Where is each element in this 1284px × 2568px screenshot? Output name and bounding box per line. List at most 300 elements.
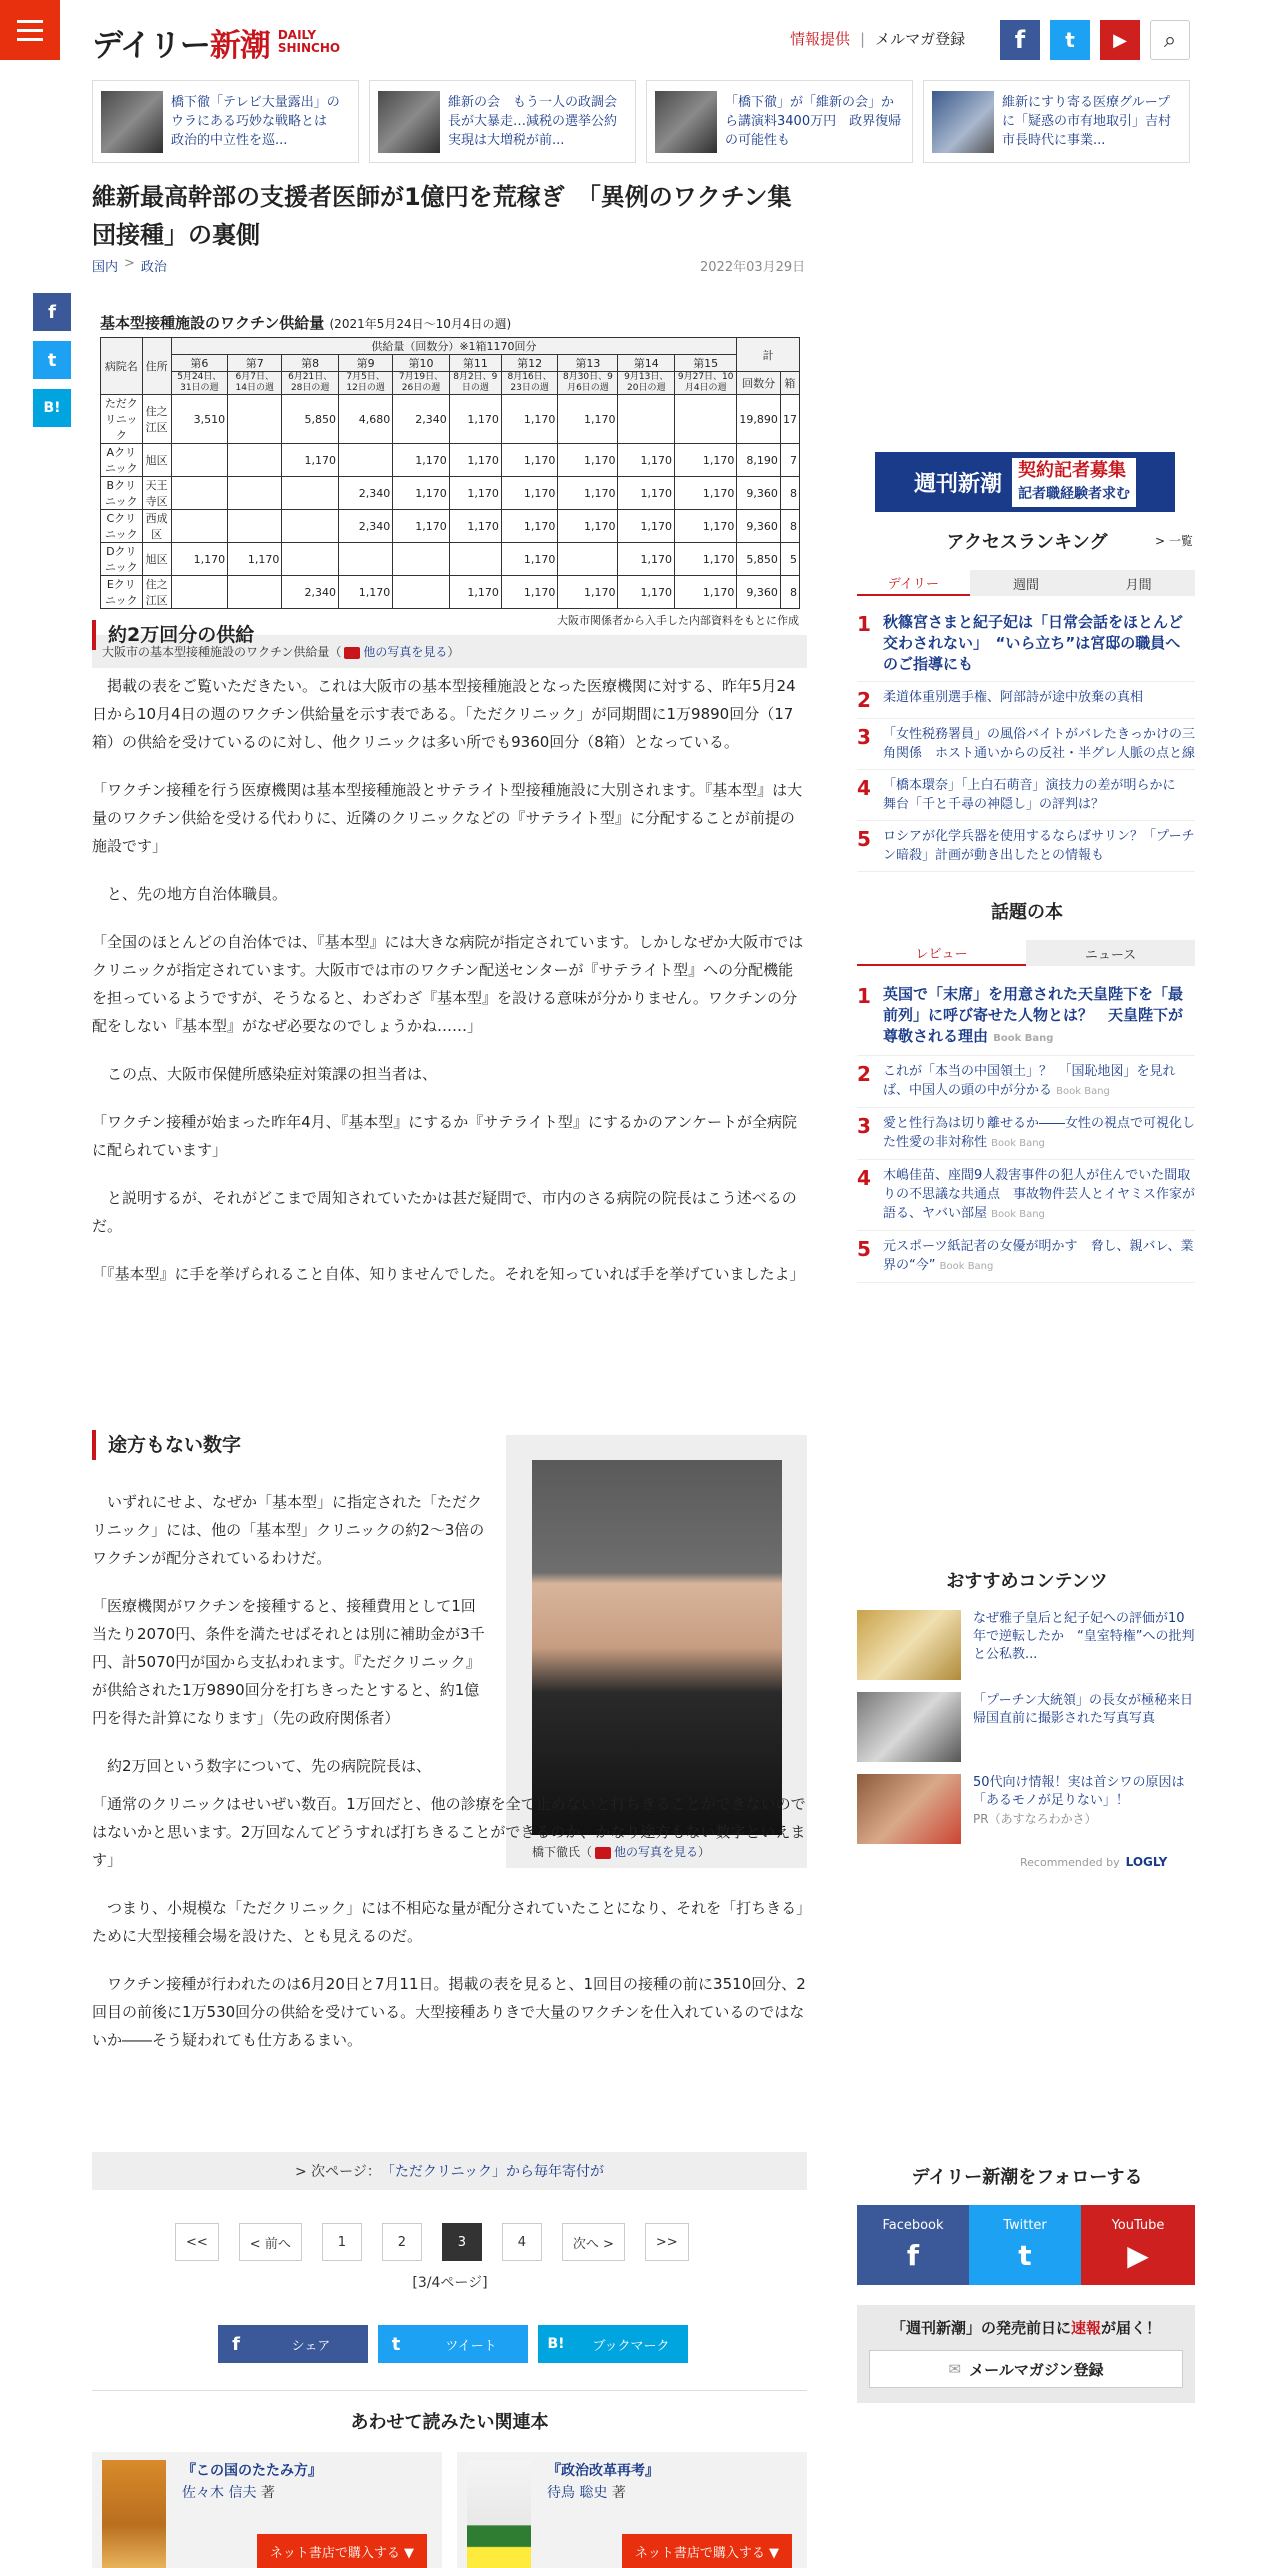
week-header: 第7 — [228, 355, 282, 372]
strip-text: 維新にすり寄る医療グループに「疑惑の市有地取引」吉村市長時代に事業... — [1002, 94, 1172, 148]
newsletter-box — [857, 2305, 1195, 2403]
book-rank-number: 2 — [857, 1062, 871, 1086]
logo-en-1: DAILY — [277, 28, 317, 42]
last-page-button[interactable]: >> — [645, 2223, 689, 2261]
newsletter-signup-button[interactable] — [869, 2350, 1183, 2388]
next-page-title: 「ただクリニック」から毎年寄付が — [380, 2164, 605, 2180]
strip-item[interactable] — [92, 80, 359, 163]
tweet-button[interactable] — [378, 2325, 528, 2363]
book-item-text — [883, 1114, 1195, 1153]
tab-review[interactable]: レビュー — [857, 940, 1026, 966]
book-author — [547, 2482, 626, 2502]
table-cell: 1,170 — [393, 444, 450, 477]
col-supply: 供給量（回数分）※1箱1170回分 — [171, 338, 737, 355]
table-cell: 1,170 — [501, 510, 558, 543]
newsletter-signup-label: メールマガジン登録 — [969, 2360, 1104, 2379]
week-date-header: 8月16日、23日の週 — [501, 372, 558, 395]
table-row — [101, 444, 800, 477]
table-cell: 住之江区 — [142, 576, 171, 609]
table-cell: 1,170 — [618, 543, 675, 576]
week-header: 第12 — [501, 355, 558, 372]
paragraph: 「ワクチン接種を行う医療機関は基本型接種施設とサテライト型接種施設に大別されます。『基本型』は大量のワクチン供給を受ける代わりに、近隣のクリニックなどの『サテライト型』に分配することが前提の施設です」 — [92, 781, 803, 855]
books-tabs — [857, 940, 1195, 966]
tab-news[interactable]: ニュース — [1026, 940, 1195, 966]
book-item[interactable] — [857, 1231, 1195, 1283]
week-header: 第10 — [393, 355, 450, 372]
col-address: 住所 — [142, 338, 171, 395]
recommend-pr: PR（あすなろわかさ） — [973, 1812, 1097, 1826]
next-page-button[interactable]: 次へ > — [562, 2223, 625, 2261]
facebook-share-icon[interactable]: f — [33, 293, 71, 331]
table-cell — [282, 543, 339, 576]
rank-number: 3 — [857, 725, 871, 749]
table-cell: 1,170 — [501, 576, 558, 609]
table-cell: 2,340 — [338, 510, 392, 543]
book-item-text — [883, 1166, 1195, 1224]
twitter-share-icon[interactable]: t — [33, 341, 71, 379]
book-item-source: Book Bang — [993, 1033, 1054, 1044]
site-logo[interactable] — [92, 22, 340, 62]
book-item[interactable] — [857, 1056, 1195, 1108]
paragraph: つまり、小規模な「ただクリニック」には不相応な量が配分されていたことになり、それを「打ちきる」ために大型接種会場を設けた、とも見えるのだ。 — [92, 1899, 804, 1945]
table-row — [101, 510, 800, 543]
logo-text-a: デイリー — [92, 27, 210, 64]
table-cell: 5 — [780, 543, 799, 576]
page-status: [3/4ページ] — [412, 2275, 488, 2291]
book-item[interactable] — [857, 1160, 1195, 1231]
table-cell: 9,360 — [737, 576, 781, 609]
search-icon[interactable]: ⌕ — [1150, 20, 1190, 60]
more-photos-link[interactable]: 他の写真を見る — [363, 645, 448, 659]
table-cell — [282, 477, 339, 510]
buy-book-button[interactable]: ネット書店で購入する ▼ — [257, 2534, 427, 2568]
follow-youtube-button[interactable] — [1081, 2205, 1195, 2285]
recommend-list — [857, 1610, 1206, 1856]
col-doses: 回数分 — [737, 372, 781, 395]
week-date-header: 5月24日、31日の週 — [171, 372, 228, 395]
table-cell: 1,170 — [618, 576, 675, 609]
logly-brand: LOGLY — [1125, 1855, 1168, 1869]
ranking-item[interactable] — [857, 770, 1195, 821]
table-cell: 1,170 — [501, 477, 558, 510]
bookmark-label: ブックマーク — [592, 2338, 670, 2354]
table-cell — [228, 510, 282, 543]
breadcrumb-politics[interactable]: 政治 — [140, 260, 167, 275]
facebook-icon[interactable]: f — [1000, 20, 1040, 60]
week-date-header: 7月19日、26日の週 — [393, 372, 450, 395]
rank-number: 5 — [857, 827, 871, 851]
follow-twitter-label: Twitter — [1003, 2218, 1047, 2233]
section-heading: 約2万回分の供給 — [92, 620, 807, 650]
book-item-title: 愛と性行為は切り離せるか――女性の視点で可視化した性愛の非対称性 — [883, 1116, 1196, 1150]
table-cell: 1,170 — [675, 510, 737, 543]
books-list — [857, 978, 1195, 1283]
newsletter-text — [869, 2317, 1183, 2338]
twitter-icon: t — [1018, 2239, 1032, 2272]
paragraph: いずれにせよ、なぜか「基本型」に指定された「ただクリニック」には、他の「基本型」クリニックの約2～3倍のワクチンが配分されているわけだ。 — [92, 1493, 485, 1567]
table-cell — [282, 510, 339, 543]
strip-item[interactable] — [369, 80, 636, 163]
table-cell: 1,170 — [449, 395, 501, 444]
table-cell: 1,170 — [675, 576, 737, 609]
week-header: 第8 — [282, 355, 339, 372]
first-page-button[interactable]: << — [175, 2223, 219, 2261]
book-item-title: 木嶋佳苗、座間9人殺害事件の犯人が住んでいた間取りの不思議な共通点 事故物件芸人とイヤミス作家が語る、ヤバい部屋 — [883, 1168, 1196, 1221]
book-item-text — [883, 984, 1195, 1049]
related-book-card[interactable] — [92, 2452, 442, 2568]
divider — [92, 2390, 807, 2391]
book-item-text — [883, 1062, 1195, 1101]
top-nav — [790, 28, 965, 49]
paragraph: 「ワクチン接種が始まった昨年4月、『基本型』にするか『サテライト型』にするかのアンケートが全病院に配られています」 — [92, 1113, 797, 1159]
recruit-ad-banner[interactable] — [875, 452, 1175, 512]
table-cell — [338, 543, 392, 576]
mail-icon: ✉ — [948, 2360, 962, 2378]
tab-weekly[interactable]: 週間 — [970, 570, 1083, 596]
table-cell: 1,170 — [393, 477, 450, 510]
ad-brand: 週刊新潮 — [913, 471, 1002, 497]
table-cell: Eクリニック — [101, 576, 143, 609]
tweet-label: ツイート — [445, 2338, 497, 2354]
book-title: 『この国のたたみ方』 — [182, 2463, 322, 2479]
table-row — [101, 543, 800, 576]
recommend-thumbnail — [857, 1692, 961, 1762]
table-cell — [338, 444, 392, 477]
table-cell: 1,170 — [675, 543, 737, 576]
table-cell: 1,170 — [618, 444, 675, 477]
week-date-header: 9月27日、10月4日の週 — [675, 372, 737, 395]
table-cell — [171, 444, 228, 477]
ranking-list — [857, 606, 1195, 872]
article-date: 2022年03月29日 — [700, 260, 806, 275]
table-cell — [393, 576, 450, 609]
strip-text: 維新の会 もう一人の政調会長が大暴走…減税の選挙公約実現は大増税が前... — [448, 94, 618, 148]
facebook-share-label: シェア — [291, 2338, 331, 2354]
book-item[interactable] — [857, 1108, 1195, 1160]
rank-number: 1 — [857, 612, 871, 636]
twitter-icon: t — [391, 2333, 401, 2355]
table-cell: 1,170 — [558, 444, 618, 477]
paragraph: と、先の地方自治体職員。 — [92, 885, 288, 903]
book-cover — [467, 2460, 531, 2568]
newsletter-highlight: 速報 — [1070, 2319, 1101, 2337]
hashimoto-photo[interactable] — [532, 1460, 782, 1835]
table-cell — [228, 576, 282, 609]
follow-title: デイリー新潮をフォローする — [911, 2167, 1143, 2188]
table-cell: 5,850 — [282, 395, 339, 444]
table-cell: 1,170 — [171, 543, 228, 576]
table-cell — [393, 543, 450, 576]
breadcrumb-domestic[interactable]: 国内 — [92, 260, 119, 275]
menu-button[interactable] — [0, 0, 60, 60]
paragraph: 「『基本型』に手を挙げられること自体、知りませんでした。それを知っていれば手を挙げていましたよ」 — [92, 1265, 805, 1283]
table-cell: 7 — [780, 444, 799, 477]
table-cell — [228, 444, 282, 477]
ranking-item[interactable] — [857, 682, 1195, 719]
table-source: 大阪市関係者から入手した内部資料をもとに作成 — [557, 614, 799, 627]
recommend-thumbnail — [857, 1774, 961, 1844]
table-row — [101, 477, 800, 510]
table-cell — [618, 395, 675, 444]
breadcrumb — [92, 256, 167, 275]
vaccine-table-figure — [92, 308, 807, 668]
rank-number: 4 — [857, 776, 871, 800]
related-strip — [92, 80, 1192, 163]
facebook-icon: f — [906, 2239, 920, 2272]
table-cell: 1,170 — [501, 395, 558, 444]
rank-number: 2 — [857, 688, 871, 712]
recommend-item[interactable] — [857, 1774, 1195, 1844]
table-cell: Dクリニック — [101, 543, 143, 576]
follow-buttons — [857, 2205, 1195, 2285]
rank-title: 「橋本環奈」「上白石萌音」演技力の差が明らかに 舞台「千と千尋の神隠し」の評判は？ — [883, 778, 1189, 812]
facebook-icon: f — [232, 2333, 240, 2355]
tab-monthly[interactable]: 月間 — [1082, 570, 1195, 596]
table-cell: 1,170 — [558, 477, 618, 510]
table-cell: 9,360 — [737, 477, 781, 510]
table-cell: 9,360 — [737, 510, 781, 543]
logo-text-b: 新潮 — [209, 27, 270, 64]
book-item-text — [883, 1237, 1195, 1276]
caption-end: ） — [447, 645, 460, 659]
page-4-button[interactable]: 4 — [502, 2223, 542, 2261]
article-title: 維新最高幹部の支援者医師が1億円を荒稼ぎ 「異例のワクチン集団接種」の裏側 — [92, 183, 792, 249]
paragraph: ワクチン接種が行われたのは6月20日と7月11日。掲載の表を見ると、1回目の接種の前に3510回分、2回目の前後に1万530回分の供給を受けている。大型接種ありきで大量のワクチンを仕入れているのではないか――そう疑われても仕方あるまい。 — [92, 1975, 806, 2049]
book-item-title: 元スポーツ紙記者の女優が明かす 脅し、親バレ、業界の“今” — [883, 1239, 1194, 1273]
book-item-source: Book Bang — [991, 1138, 1045, 1149]
table-cell: 2,340 — [282, 576, 339, 609]
hatena-bookmark-icon[interactable]: B! — [33, 389, 71, 427]
rank-title: 秋篠宮さまと紀子妃は「日常会話をほとんど交わされない」 “いら立ち”は宮邸の職員へのご指導にも — [883, 613, 1184, 673]
ranking-item[interactable] — [857, 719, 1195, 770]
strip-thumbnail — [932, 91, 994, 153]
table-cell: 8,190 — [737, 444, 781, 477]
book-rank-number: 1 — [857, 984, 871, 1008]
strip-item[interactable] — [923, 80, 1190, 163]
book-item-source: Book Bang — [991, 1209, 1045, 1220]
paragraph: と説明するが、それがどこまで周知されていたかは甚だ疑問で、市内のさる病院の院長はこう述べるのだ。 — [92, 1189, 797, 1235]
twitter-icon[interactable]: t — [1050, 20, 1090, 60]
ranking-all-link[interactable]: > 一覧 — [1155, 534, 1193, 548]
photo-caption-text: 橋下徹氏（ — [532, 1845, 593, 1859]
recommend-text: なぜ雅子皇后と紀子妃への評価が10年で逆転したか “皇室特権”への批判と公私教... — [973, 1611, 1195, 1662]
tab-daily[interactable]: デイリー — [857, 570, 970, 596]
week-header: 第6 — [171, 355, 228, 372]
hatena-icon: B! — [547, 2336, 565, 2352]
book-author-suffix: 著 — [607, 2485, 626, 2501]
strip-text: 「橋下徹」が「維新の会」から講演料3400万円 政界復帰の可能性も — [725, 94, 902, 148]
bookmark-button[interactable] — [538, 2325, 688, 2363]
paragraph: 「医療機関がワクチンを接種すると、接種費用として1回当たり2070円、条件を満たせばそれとは別に補助金が3千円、計5070円が国から支払われます。『ただクリニック』が供給された1万9890回分を打ちきったとすると、約1億円を得た計算になります」（先の政府関係者） — [92, 1597, 485, 1727]
newsletter-post: が届く！ — [1101, 2319, 1162, 2337]
table-subtitle: (2021年5月24日〜10月4日の週) — [329, 317, 512, 331]
table-cell: Bクリニック — [101, 477, 143, 510]
week-header: 第14 — [618, 355, 675, 372]
week-date-header: 6月21日、28日の週 — [282, 372, 339, 395]
table-cell: 1,170 — [393, 510, 450, 543]
recommend-item[interactable] — [857, 1692, 1206, 1762]
page-2-button[interactable]: 2 — [382, 2223, 422, 2261]
recommend-text: 50代向け情報！実は首シワの原因は「あるモノが足りない」！ — [973, 1775, 1185, 1808]
table-cell: 旭区 — [142, 543, 171, 576]
book-item-title: これが「本当の中国領土」？ 「国恥地図」を見れば、中国人の頭の中が分かる — [883, 1064, 1176, 1098]
week-date-header: 7月5日、12日の週 — [338, 372, 392, 395]
next-page-label: > 次ページ： — [294, 2164, 381, 2180]
week-header: 第9 — [338, 355, 392, 372]
table-cell: 1,170 — [558, 510, 618, 543]
table-cell: 4,680 — [338, 395, 392, 444]
book-item[interactable] — [857, 978, 1195, 1056]
book-item-source: Book Bang — [939, 1261, 994, 1272]
table-cell: 1,170 — [282, 444, 339, 477]
buy-book-button[interactable]: ネット書店で購入する ▼ — [622, 2534, 792, 2568]
rank-title: 柔道体重別選手権、阿部詩が途中放棄の真相 — [883, 690, 1144, 705]
logo-en-2: SHINCHO — [277, 41, 341, 55]
ranking-tabs — [857, 570, 1195, 596]
table-cell: 1,170 — [338, 576, 392, 609]
recommend-title: おすすめコンテンツ — [946, 1571, 1108, 1592]
section-heading: 途方もない数字 — [92, 1430, 487, 1460]
table-row — [101, 395, 800, 444]
table-cell — [228, 477, 282, 510]
strip-text: 橋下徹「テレビ大量露出」のウラにある巧妙な戦略とは 政治的中立性を巡... — [171, 94, 341, 148]
table-cell: 西成区 — [142, 510, 171, 543]
logly-credit[interactable] — [1020, 1855, 1167, 1869]
prev-page-button[interactable]: < 前へ — [239, 2223, 302, 2261]
info-link[interactable]: 情報提供 — [790, 30, 851, 48]
table-cell: 2,340 — [393, 395, 450, 444]
caption-text: 大阪市の基本型接種施設のワクチン供給量（ — [102, 645, 342, 659]
book-cover — [102, 2460, 166, 2568]
related-books-title: あわせて読みたい関連本 — [350, 2412, 549, 2433]
page-1-button[interactable]: 1 — [322, 2223, 362, 2261]
table-cell — [171, 576, 228, 609]
article-body-2 — [92, 1488, 487, 1800]
youtube-icon: ▶ — [1127, 2239, 1149, 2272]
table-cell: Cクリニック — [101, 510, 143, 543]
table-cell: 5,850 — [737, 543, 781, 576]
rank-title: ロシアが化学兵器を使用するならばサリン？「プーチン暗殺」計画が動き出したとの情報も — [883, 829, 1195, 863]
table-cell: 1,170 — [558, 395, 618, 444]
table-cell: 1,170 — [618, 477, 675, 510]
more-photos-link[interactable]: 他の写真を見る — [614, 1845, 699, 1859]
ad-recruit: 契約記者募集 — [1018, 459, 1126, 481]
ranking-item[interactable] — [857, 606, 1195, 682]
table-cell — [675, 395, 737, 444]
week-date-header: 8月2日、9日の週 — [449, 372, 501, 395]
table-cell: 2,340 — [338, 477, 392, 510]
recommend-thumbnail — [857, 1610, 961, 1680]
breadcrumb-separator: > — [124, 256, 135, 271]
book-rank-number: 3 — [857, 1114, 871, 1138]
week-date-header: 8月30日、9月6日の週 — [558, 372, 618, 395]
table-cell: Aクリニック — [101, 444, 143, 477]
table-cell: 1,170 — [449, 576, 501, 609]
strip-thumbnail — [378, 91, 440, 153]
article-body-1 — [92, 672, 807, 1308]
related-book-card[interactable] — [457, 2452, 807, 2568]
book-author — [182, 2482, 275, 2502]
strip-thumbnail — [101, 91, 163, 153]
ranking-item[interactable] — [857, 821, 1195, 872]
table-cell: 旭区 — [142, 444, 171, 477]
table-cell: 天王寺区 — [142, 477, 171, 510]
ad-text — [1012, 458, 1136, 507]
book-title: 『政治改革再考』 — [547, 2463, 659, 2479]
paragraph: 掲載の表をご覧いただきたい。これは大阪市の基本型接種施設となった医療機関に対する、昨年5月24日から10月4日の週のワクチン供給量を示す表である。「ただクリニック」が同期間に1万9890回分（17箱）の供給を受けているのに対し、他クリニックは多い所でも9360回分（8箱）となっている。 — [92, 677, 796, 751]
recommend-text: 「プーチン大統領」の長女が極秘来日 帰国直前に撮影された写真写真 — [973, 1693, 1206, 1726]
table-cell: 1,170 — [618, 510, 675, 543]
nav-separator: | — [860, 29, 866, 48]
book-author-name: 佐々木 信夫 — [182, 2485, 257, 2501]
paragraph: 「全国のほとんどの自治体では、『基本型』には大きな病院が指定されています。しかしなぜか大阪市ではクリニックが指定されています。大阪市では市のワクチン配送センターが『サテライト型』への分配機能を担っているようですが、そうなると、わざわざ『基本型』を設ける意味が分かりません。ワクチンの分配をしない『基本型』がなぜ必要なのでしょうかね……」 — [92, 933, 804, 1035]
follow-facebook-button[interactable] — [857, 2205, 969, 2285]
week-date-header: 6月7日、14日の週 — [228, 372, 282, 395]
follow-youtube-label: YouTube — [1111, 2218, 1165, 2233]
youtube-icon[interactable]: ▶ — [1100, 20, 1140, 60]
table-cell — [171, 477, 228, 510]
paragraph: 「通常のクリニックはせいぜい数百。1万回だと、他の診療を全て止めないと打ちきることができないのではないかと思います。2万回なんてどうすれば打ちきることができるのか、かなり途方もない数字といえます」 — [92, 1795, 806, 1869]
strip-item[interactable] — [646, 80, 913, 163]
table-cell: 3,510 — [171, 395, 228, 444]
side-share — [33, 293, 71, 427]
book-author-name: 待鳥 聡史 — [547, 2485, 608, 2501]
table-cell — [171, 510, 228, 543]
table-cell: 8 — [780, 477, 799, 510]
table-cell — [558, 543, 618, 576]
vaccine-table — [100, 337, 800, 609]
table-cell: 17 — [780, 395, 799, 444]
facebook-share-button[interactable] — [218, 2325, 368, 2363]
article-body-3 — [92, 1790, 807, 2074]
table-cell — [449, 543, 501, 576]
table-cell: 1,170 — [501, 543, 558, 576]
page-3-button[interactable]: 3 — [442, 2223, 482, 2261]
table-cell: 8 — [780, 576, 799, 609]
table-title: 基本型接種施設のワクチン供給量 — [100, 314, 325, 332]
next-page-link[interactable] — [92, 2152, 807, 2190]
table-cell: 1,170 — [449, 510, 501, 543]
col-boxes: 箱 — [780, 372, 799, 395]
col-hospital: 病院名 — [101, 338, 143, 395]
follow-facebook-label: Facebook — [882, 2218, 944, 2233]
week-header: 第11 — [449, 355, 501, 372]
week-date-header: 9月13日、20日の週 — [618, 372, 675, 395]
table-cell: 19,890 — [737, 395, 781, 444]
table-cell: 1,170 — [501, 444, 558, 477]
table-cell: 1,170 — [228, 543, 282, 576]
table-cell: 1,170 — [675, 477, 737, 510]
book-item-title: 英国で「末席」を用意された天皇陛下を「最前列」に呼び寄せた人物とは？ 天皇陛下が尊敬される理由 — [883, 985, 1184, 1045]
ranking-title: アクセスランキング — [946, 532, 1108, 553]
header-social — [1000, 20, 1190, 60]
table-cell: 1,170 — [675, 444, 737, 477]
book-item-source: Book Bang — [1056, 1086, 1110, 1097]
table-cell: 1,170 — [558, 576, 618, 609]
paragraph: 約2万回という数字について、先の病院院長は、 — [92, 1757, 431, 1775]
paragraph: この点、大阪市保健所感染症対策課の担当者は、 — [92, 1065, 438, 1083]
table-cell: 8 — [780, 510, 799, 543]
follow-twitter-button[interactable] — [969, 2205, 1081, 2285]
bottom-share — [218, 2325, 688, 2363]
table-cell — [228, 395, 282, 444]
logly-label: Recommended by — [1020, 1855, 1120, 1869]
book-author-suffix: 著 — [256, 2485, 275, 2501]
recommend-item[interactable] — [857, 1610, 1195, 1680]
table-cell: ただクリニック — [101, 395, 143, 444]
newsletter-link[interactable]: メルマガ登録 — [875, 30, 966, 48]
books-title: 話題の本 — [991, 902, 1063, 923]
